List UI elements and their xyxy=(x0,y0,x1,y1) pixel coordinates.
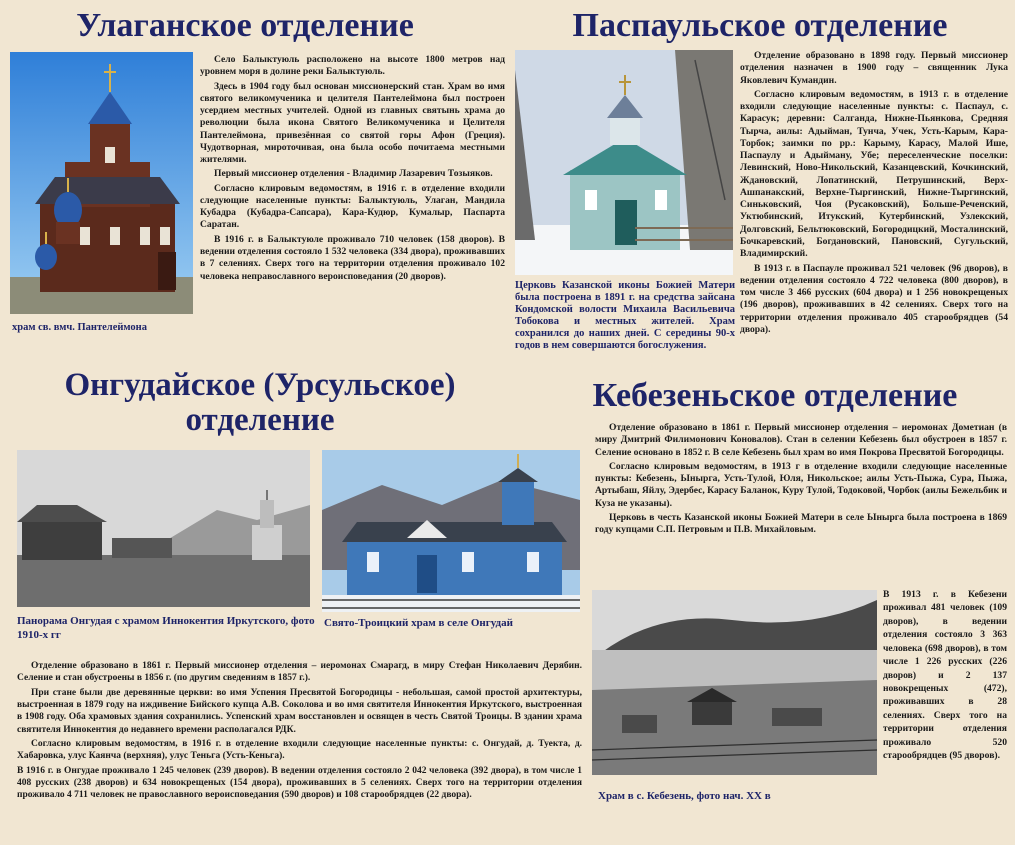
ulagan-paragraph: Здесь в 1904 году был основан миссионерский стан. Храм во имя святого великомученика и целителя Пантелеймона был построен усердием местных учителей. Одной из главных святынь храма до революции была икона Святого Великомученика и Целителя Пантелеймона, привезённая со святой горы Афон (Греция). Чудотворная, мироточивая, она была особо почитаема местными жителями. xyxy=(200,80,505,166)
kebezen-photo-caption: Храм в с. Кебезень, фото нач. XX в xyxy=(598,790,771,802)
paspaul-paragraph: Согласно клировым ведомостям, в 1913 г. в отделение входили следующие населенные пункты: с. Паспаул, с. Карасук; деревни: Салганда, Нижне-Пьянкова, Средняя Тырча, аилы: Адыйман, Тунча, Учек, Усть-Карым, Кара-Торбок; заимки по рр.: Карыму, Карасу, Малой Ише, Паспаулу и Адыйману, Убе; переселенческие поселки: Левинский, Ново-Никольский, Казанцевский, Кочкинский, Ждановский, Лопатинский, Петрушинский, Верх-Ашпанакский, Верхне-Тыргинский, Нижне-Тыргинский, Синьковский, Чоя (Русаковский), Больше-Реченский, Уктюбинский, Итукский, Кутербинский, Узлекский, Долговский, Бельтюковский, Богородицкий, Мосталинский, Бочкаревский, Богдановский, Пановский, Сугульский, Владимирский. xyxy=(740,88,1008,260)
kebezen-text xyxy=(595,422,1007,538)
ongudai-panorama-caption: Панорама Онгудая с храмом Иннокентия Иркутского, фото 1910-х гг xyxy=(17,615,315,641)
paspaul-paragraph: В 1913 г. в Паспауле проживал 521 человек (96 дворов), в ведении отделения состояло 4 722 человека (800 дворов), в том числе 3 466 русских (604 двора) и 1 256 новокрещеных (196 дворов), проживавших в 42 селениях. Сверх того на территории отделения проживало 405 старообрядцев (54 двора). xyxy=(740,262,1008,335)
ulagan-paragraph: Село Балыктуюль расположено на высоте 1800 метров над уровнем моря в долине реки Балыктуюль. xyxy=(200,54,505,78)
ulagan-photo-caption: храм св. вмч. Пантелеймона xyxy=(12,322,147,333)
paspaul-title: Паспаульское отделение xyxy=(572,7,948,44)
ulagan-paragraph: Согласно клировым ведомостям, в 1916 г. в отделение входили следующие населенные пункты: Балыктуюль, Улаган, Мандила Кубадра (Кубадра-Сапсара), Кара-Кудюр, Кумалыр, Паспарта Саратан. xyxy=(200,182,505,231)
kebezen-paragraph: Согласно клировым ведомостям, в 1913 г в отделение входили следующие населенные пункты: Кебезень, Ынырга, Усть-Тулой, Юля, Никольское; аилы Усть-Пыжа, Сура, Пыжа, Артыбаш, Яйлу, Эдербес, Карасу Баланок, Куру Тулой, Тодоковой, Чорбок (аилы Бежельбик и Куза не указаны). xyxy=(595,460,1007,509)
ulagan-paragraph: Первый миссионер отделения - Владимир Лазаревич Тозыяков. xyxy=(214,168,493,180)
ongudai-title-line2: отделение xyxy=(185,401,335,438)
paspaul-photo-caption: Церковь Казанской иконы Божией Матери была построена в 1891 г. на средства зайсана Кондомской волости Михаила Васильевича Тобокова и местных жителей. Храм сохранился до наших дней. С середины 90-х годов в нем совершаются богослужения. xyxy=(515,280,735,352)
paspaul-paragraph: Отделение образовано в 1898 году. Первый миссионер отделения назначен в 1900 году – священник Лука Яковлевич Кумандин. xyxy=(740,50,1008,86)
paspaul-text xyxy=(740,50,1008,338)
ulagan-church-photo xyxy=(10,52,193,314)
ongudai-panorama-photo xyxy=(17,450,310,607)
kebezen-title: Кебезеньское отделение xyxy=(592,377,958,414)
kebezen-paragraph: Церковь в честь Казанской иконы Божией Матери в селе Ынырга была построена в 1869 году купцами С.П. Петровым и П.В. Михайловым. xyxy=(595,511,1007,536)
ongudai-text xyxy=(17,660,582,804)
ongudai-trinity-caption: Свято-Троицкий храм в селе Онгудай xyxy=(324,617,513,629)
ongudai-paragraph: Отделение образовано в 1861 г. Первый миссионер отделения – иеромонах Смарагд, в миру Стефан Николаевич Дерябин. Селение и стан обустроены в 1856 г. (по другим сведениям в 1857 г.). xyxy=(17,661,582,684)
kebezen-side-text xyxy=(883,588,1007,764)
ongudai-paragraph: При стане были две деревянные церкви: во имя Успения Пресвятой Богородицы - небольшая, самой простой архитектуры, выстроенная в 1879 году на иждивение Бийского купца А.В. Соколова и во имя святителя Иннокентия Иркутского, выстроенная в 1908 году. Оба храмовых здания сохранились. Успенский храм восстановлен и освящен в честь Святой Троицы. В здании храма святителя Иннокентия до недавнего времени располагался РДК. xyxy=(17,687,582,735)
ulagan-title: Улаганское отделение xyxy=(76,7,414,44)
ongudai-trinity-church-photo xyxy=(322,450,580,612)
ongudai-paragraph: В 1916 г. в Онгудае проживало 1 245 человек (239 дворов). В ведении отделения состояло 2 042 человека (392 двора), в том числе 1 408 русских (238 дворов) и 634 новокрещеных (154 двора), проживавших в 5 селениях. Сверх того на территории отделения проживало 4 711 человек не православного вероисповедания (590 дворов) и 108 старообрядцев (22 двора). xyxy=(17,765,582,801)
ulagan-paragraph: В 1916 г. в Балыктуюле проживало 710 человек (158 дворов). В ведении отделения состояло 1 532 человека (334 двора), проживавших в 7 селениях. Сверх того на территории отделения проживало 102 человека неправославного вероисповедания (20 дворов). xyxy=(200,233,505,282)
ulagan-text xyxy=(200,54,505,285)
kebezen-paragraph: Отделение образовано в 1861 г. Первый миссионер отделения – иеромонах Дометиан (в миру Дмитрий Филимонович Коновалов). Стан в селении Кебезень был обустроен в 1857 г. Селение основано в 1852 г. В селе Кебезень был храм во имя Покрова Пресвятой Богородицы. xyxy=(595,422,1007,458)
ongudai-paragraph: Согласно клировым ведомостям, в 1916 г. в отделение входили следующие населенные пункты: с. Онгудай, д. Туекта, д. Хабаровка, улус Каянча (верхняя), улус Теньга (Усть-Кеньга). xyxy=(17,739,582,762)
kebezen-side-paragraph: В 1913 г. в Кебезени проживал 481 человек (109 дворов), в ведении отделения состояло 3 363 человека (698 дворов), в том числе 1 226 русских (226 дворов) и 2 137 новокрещеных (472), проживавших в 28 селениях. Сверх того на территории отделения проживало 520 старообрядцев (95 дворов). xyxy=(883,589,1007,762)
ongudai-title-line1: Онгудайское (Урсульское) xyxy=(64,367,456,403)
paspaul-church-photo xyxy=(515,50,733,275)
kebezen-village-photo xyxy=(592,590,877,775)
ongudai-title xyxy=(10,368,510,437)
